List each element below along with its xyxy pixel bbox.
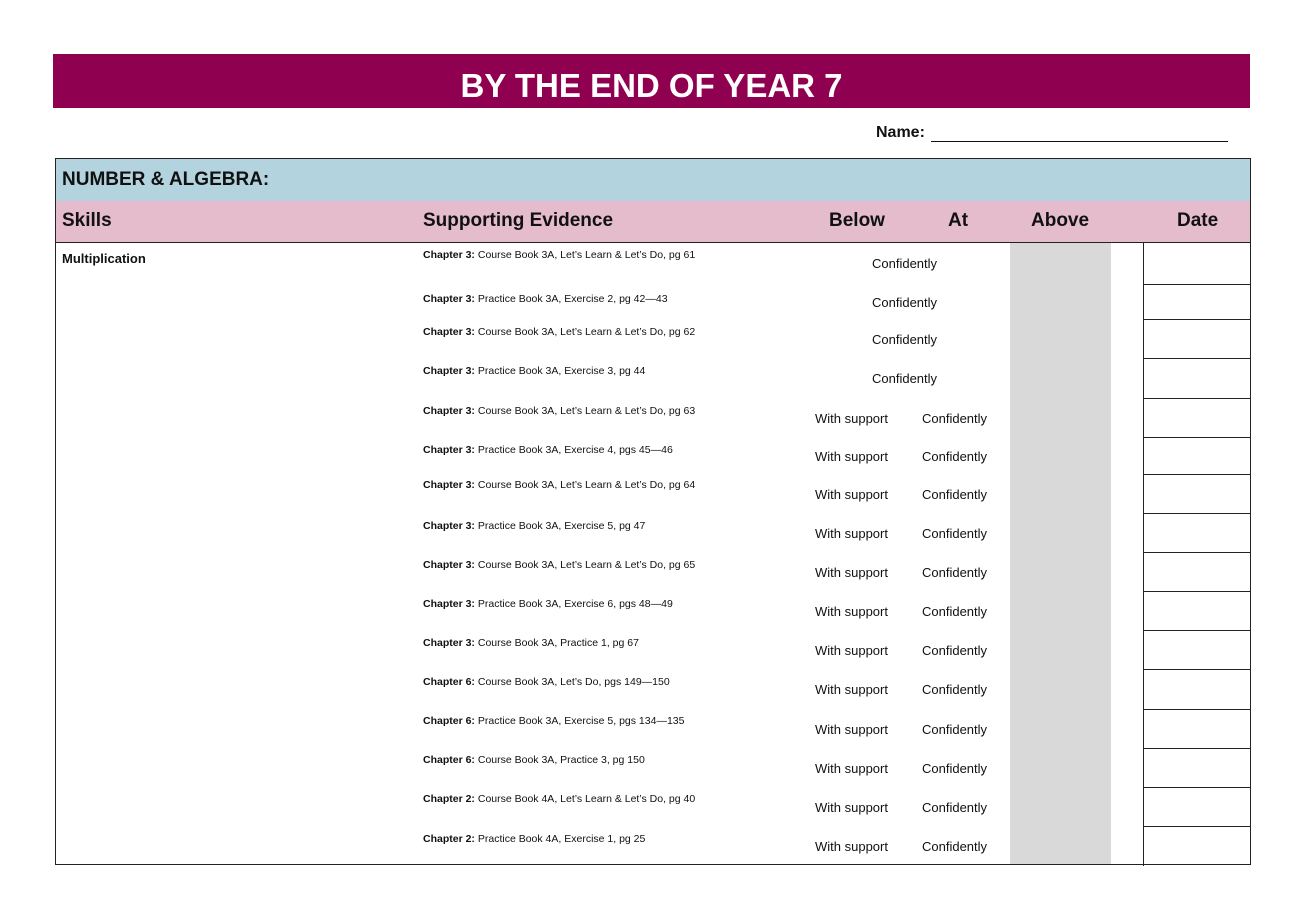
section-heading: NUMBER & ALGEBRA: <box>56 159 1250 201</box>
evidence-text: Chapter 2: Practice Book 4A, Exercise 1, pg 25 <box>423 833 646 845</box>
date-cell[interactable] <box>1143 749 1251 788</box>
date-cell[interactable] <box>1143 514 1251 553</box>
header-evidence: Supporting Evidence <box>423 210 614 231</box>
name-label: Name: <box>876 124 925 141</box>
header-date: Date <box>1177 210 1219 231</box>
at-option[interactable]: Confidently <box>872 295 938 310</box>
date-cell[interactable] <box>1143 553 1251 592</box>
evidence-text: Chapter 3: Course Book 3A, Let’s Learn & Let’s Do, pg 62 <box>423 326 696 338</box>
at-option[interactable]: Confidently <box>922 565 988 580</box>
assessment-table <box>55 158 1251 865</box>
at-option[interactable]: Confidently <box>922 761 988 776</box>
date-cell[interactable] <box>1143 285 1251 320</box>
above-column-shading <box>1010 243 1111 864</box>
skill-label: Multiplication <box>62 251 146 266</box>
evidence-text: Chapter 3: Practice Book 3A, Exercise 5, pg 47 <box>423 520 646 532</box>
date-cell[interactable] <box>1143 438 1251 475</box>
evidence-text: Chapter 3: Course Book 3A, Let’s Learn & Let’s Do, pg 61 <box>423 249 696 261</box>
date-cell[interactable] <box>1143 592 1251 631</box>
date-cell[interactable] <box>1143 670 1251 710</box>
evidence-text: Chapter 3: Practice Book 3A, Exercise 2, pg 42—43 <box>423 293 668 305</box>
evidence-text: Chapter 6: Practice Book 3A, Exercise 5, pgs 134—135 <box>423 715 685 727</box>
below-option[interactable]: With support <box>815 800 888 815</box>
evidence-text: Chapter 3: Practice Book 3A, Exercise 4, pgs 45—46 <box>423 444 673 456</box>
evidence-text: Chapter 3: Course Book 3A, Let’s Learn & Let’s Do, pg 65 <box>423 559 696 571</box>
below-option[interactable]: With support <box>815 761 888 776</box>
page-title: BY THE END OF YEAR 7 <box>53 54 1250 108</box>
header-at: At <box>948 210 969 231</box>
date-cell[interactable] <box>1143 788 1251 827</box>
date-cell[interactable] <box>1143 359 1251 399</box>
below-option[interactable]: With support <box>815 604 888 619</box>
below-option[interactable]: With support <box>815 565 888 580</box>
at-option[interactable]: Confidently <box>922 682 988 697</box>
evidence-text: Chapter 3: Course Book 3A, Practice 1, pg 67 <box>423 637 639 649</box>
at-option[interactable]: Confidently <box>922 604 988 619</box>
at-option[interactable]: Confidently <box>922 449 988 464</box>
date-cell[interactable] <box>1143 243 1251 285</box>
below-option[interactable]: With support <box>815 682 888 697</box>
header-above: Above <box>1031 210 1090 231</box>
below-option[interactable]: With support <box>815 526 888 541</box>
at-option[interactable]: Confidently <box>872 332 938 347</box>
evidence-text: Chapter 3: Practice Book 3A, Exercise 6, pgs 48—49 <box>423 598 673 610</box>
name-field[interactable] <box>931 141 1228 142</box>
evidence-text: Chapter 6: Course Book 3A, Let’s Do, pgs 149—150 <box>423 676 670 688</box>
at-option[interactable]: Confidently <box>922 526 988 541</box>
evidence-text: Chapter 3: Course Book 3A, Let’s Learn & Let’s Do, pg 64 <box>423 479 696 491</box>
below-option[interactable]: With support <box>815 487 888 502</box>
evidence-text: Chapter 2: Course Book 4A, Let’s Learn & Let’s Do, pg 40 <box>423 793 696 805</box>
date-cell[interactable] <box>1143 475 1251 514</box>
header-skills: Skills <box>62 210 112 231</box>
at-option[interactable]: Confidently <box>872 256 938 271</box>
below-option[interactable]: With support <box>815 722 888 737</box>
evidence-text: Chapter 6: Course Book 3A, Practice 3, pg 150 <box>423 754 645 766</box>
evidence-text: Chapter 3: Course Book 3A, Let’s Learn & Let’s Do, pg 63 <box>423 405 696 417</box>
below-option[interactable]: With support <box>815 449 888 464</box>
below-option[interactable]: With support <box>815 411 888 426</box>
at-option[interactable]: Confidently <box>922 487 988 502</box>
date-cell[interactable] <box>1143 827 1251 866</box>
at-option[interactable]: Confidently <box>922 411 988 426</box>
at-option[interactable]: Confidently <box>922 643 988 658</box>
date-cell[interactable] <box>1143 320 1251 359</box>
date-cell[interactable] <box>1143 631 1251 670</box>
date-cell[interactable] <box>1143 710 1251 749</box>
at-option[interactable]: Confidently <box>922 722 988 737</box>
at-option[interactable]: Confidently <box>872 371 938 386</box>
header-below: Below <box>829 210 885 231</box>
at-option[interactable]: Confidently <box>922 839 988 854</box>
column-headers <box>56 201 1250 243</box>
date-cell[interactable] <box>1143 399 1251 438</box>
evidence-text: Chapter 3: Practice Book 3A, Exercise 3, pg 44 <box>423 365 646 377</box>
below-option[interactable]: With support <box>815 643 888 658</box>
below-option[interactable]: With support <box>815 839 888 854</box>
at-option[interactable]: Confidently <box>922 800 988 815</box>
